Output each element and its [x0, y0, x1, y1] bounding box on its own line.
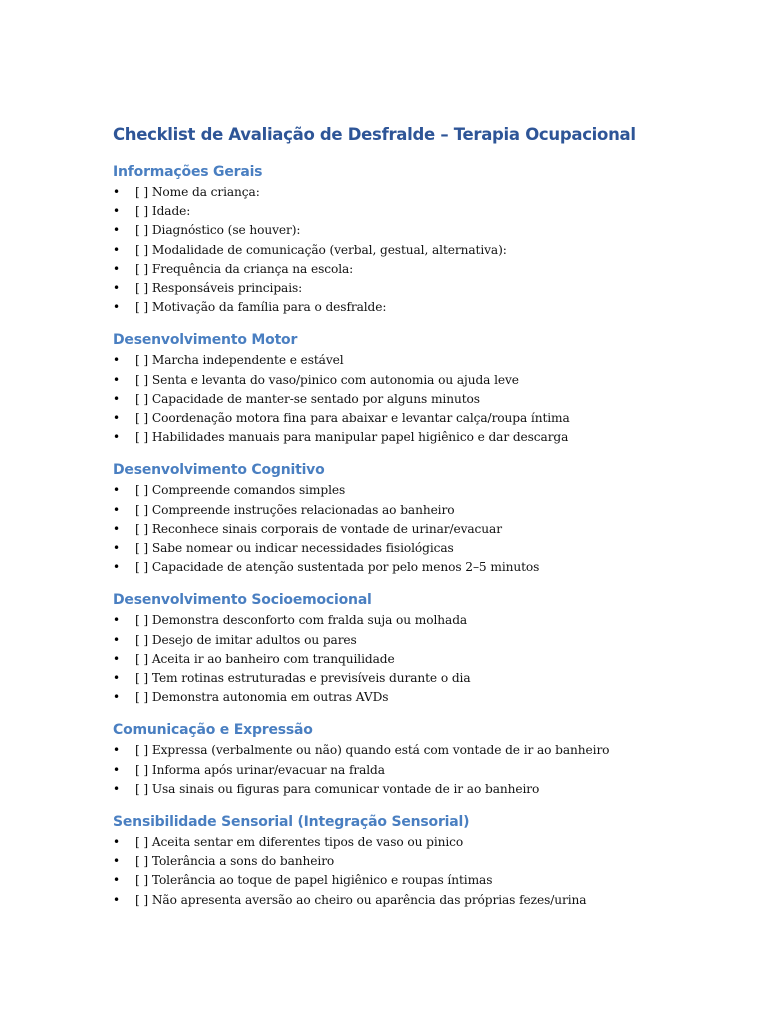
checklist-item — [113, 852, 713, 871]
checklist-item — [113, 688, 713, 707]
checklist-item — [113, 279, 713, 298]
checklist-item — [113, 741, 713, 760]
checklist-item — [113, 761, 713, 780]
bullet-icon: • — [113, 690, 120, 705]
section-desenvolvimento-motor — [113, 330, 713, 447]
checklist-item-text: [ ] Habilidades manuais para manipular papel higiênico e dar descarga — [135, 430, 569, 445]
checklist-item-text: [ ] Desejo de imitar adultos ou pares — [135, 632, 357, 647]
bullet-icon: • — [113, 613, 120, 628]
checklist-item-text: [ ] Diagnóstico (se houver): — [135, 223, 301, 238]
checklist-item — [113, 260, 713, 279]
checklist — [113, 183, 713, 317]
checklist-item-text: [ ] Compreende comandos simples — [135, 483, 346, 498]
bullet-icon: • — [113, 671, 120, 686]
checklist-item — [113, 650, 713, 669]
checklist-item — [113, 241, 713, 260]
bullet-icon: • — [113, 261, 120, 276]
checklist — [113, 833, 713, 910]
checklist-item — [113, 520, 713, 539]
bullet-icon: • — [113, 521, 120, 536]
section-comunicacao-expressao — [113, 720, 713, 799]
bullet-icon: • — [113, 781, 120, 796]
checklist-item — [113, 351, 713, 370]
section-sensibilidade-sensorial — [113, 812, 713, 910]
checklist-item-text: [ ] Expressa (verbalmente ou não) quando está com vontade de ir ao banheiro — [135, 743, 610, 758]
checklist-item — [113, 833, 713, 852]
checklist-item-text: [ ] Compreende instruções relacionadas ao banheiro — [135, 502, 455, 517]
checklist-item-text: [ ] Coordenação motora fina para abaixar e levantar calça/roupa íntima — [135, 411, 570, 426]
checklist-item-text: [ ] Tem rotinas estruturadas e previsíveis durante o dia — [135, 671, 471, 686]
checklist-item-text: [ ] Não apresenta aversão ao cheiro ou aparência das próprias fezes/urina — [135, 892, 587, 907]
bullet-icon: • — [113, 300, 120, 315]
checklist-item-text: [ ] Usa sinais ou figuras para comunicar vontade de ir ao banheiro — [135, 781, 540, 796]
bullet-icon: • — [113, 892, 120, 907]
bullet-icon: • — [113, 854, 120, 869]
checklist-item — [113, 539, 713, 558]
checklist-item — [113, 780, 713, 799]
checklist-item-text: [ ] Capacidade de atenção sustentada por pelo menos 2–5 minutos — [135, 560, 540, 575]
section-desenvolvimento-socioemocional — [113, 590, 713, 707]
checklist-item-text: [ ] Marcha independente e estável — [135, 353, 344, 368]
checklist-item — [113, 183, 713, 202]
checklist-item-text: [ ] Modalidade de comunicação (verbal, gestual, alternativa): — [135, 242, 507, 257]
checklist-item — [113, 390, 713, 409]
checklist-item-text: [ ] Aceita ir ao banheiro com tranquilidade — [135, 651, 395, 666]
checklist — [113, 741, 713, 799]
checklist-item — [113, 428, 713, 447]
section-heading: Desenvolvimento Motor — [113, 332, 298, 349]
checklist-item-text: [ ] Demonstra autonomia em outras AVDs — [135, 690, 389, 705]
checklist-item-text: [ ] Idade: — [135, 204, 191, 219]
checklist-item-text: [ ] Aceita sentar em diferentes tipos de vaso ou pinico — [135, 835, 464, 850]
document-title: Checklist de Avaliação de Desfralde – Terapia Ocupacional — [113, 125, 636, 144]
checklist-item-text: [ ] Tolerância ao toque de papel higiênico e roupas íntimas — [135, 873, 493, 888]
document-content — [113, 124, 713, 910]
checklist-item-text: [ ] Senta e levanta do vaso/pinico com autonomia ou ajuda leve — [135, 372, 519, 387]
bullet-icon: • — [113, 204, 120, 219]
bullet-icon: • — [113, 762, 120, 777]
bullet-icon: • — [113, 873, 120, 888]
checklist-item — [113, 631, 713, 650]
checklist-item — [113, 669, 713, 688]
checklist — [113, 481, 713, 577]
checklist — [113, 351, 713, 447]
checklist-item — [113, 611, 713, 630]
checklist-item — [113, 371, 713, 390]
checklist-item-text: [ ] Demonstra desconforto com fralda suja ou molhada — [135, 613, 468, 628]
bullet-icon: • — [113, 430, 120, 445]
checklist — [113, 611, 713, 707]
bullet-icon: • — [113, 185, 120, 199]
bullet-icon: • — [113, 651, 120, 666]
checklist-item-text: [ ] Responsáveis principais: — [135, 281, 303, 296]
bullet-icon: • — [113, 223, 120, 238]
section-desenvolvimento-cognitivo — [113, 460, 713, 577]
checklist-item — [113, 298, 713, 317]
section-informacoes-gerais — [113, 162, 713, 317]
checklist-item-text: [ ] Motivação da família para o desfralde: — [135, 300, 387, 315]
bullet-icon: • — [113, 483, 120, 498]
bullet-icon: • — [113, 560, 120, 575]
checklist-item — [113, 891, 713, 910]
bullet-icon: • — [113, 541, 120, 556]
section-heading: Sensibilidade Sensorial (Integração Sensorial) — [113, 814, 470, 831]
checklist-item-text: [ ] Sabe nomear ou indicar necessidades fisiológicas — [135, 541, 454, 556]
bullet-icon: • — [113, 835, 120, 850]
checklist-item — [113, 221, 713, 240]
bullet-icon: • — [113, 411, 120, 426]
checklist-item — [113, 202, 713, 221]
section-heading: Informações Gerais — [113, 164, 263, 180]
checklist-item — [113, 871, 713, 890]
checklist-item — [113, 558, 713, 577]
section-heading: Comunicação e Expressão — [113, 722, 313, 739]
bullet-icon: • — [113, 281, 120, 296]
bullet-icon: • — [113, 353, 120, 368]
bullet-icon: • — [113, 391, 120, 406]
checklist-item-text: [ ] Capacidade de manter-se sentado por alguns minutos — [135, 391, 480, 406]
bullet-icon: • — [113, 242, 120, 257]
checklist-item-text: [ ] Frequência da criança na escola: — [135, 261, 354, 276]
checklist-item — [113, 481, 713, 500]
checklist-item-text: [ ] Nome da criança: — [135, 185, 260, 199]
section-heading: Desenvolvimento Socioemocional — [113, 592, 372, 609]
bullet-icon: • — [113, 632, 120, 647]
checklist-item-text: [ ] Informa após urinar/evacuar na fralda — [135, 762, 385, 777]
section-heading: Desenvolvimento Cognitivo — [113, 462, 325, 479]
checklist-item-text: [ ] Reconhece sinais corporais de vontade de urinar/evacuar — [135, 521, 502, 536]
bullet-icon: • — [113, 502, 120, 517]
checklist-item — [113, 409, 713, 428]
bullet-icon: • — [113, 743, 120, 758]
bullet-icon: • — [113, 372, 120, 387]
checklist-item-text: [ ] Tolerância a sons do banheiro — [135, 854, 335, 869]
checklist-item — [113, 501, 713, 520]
